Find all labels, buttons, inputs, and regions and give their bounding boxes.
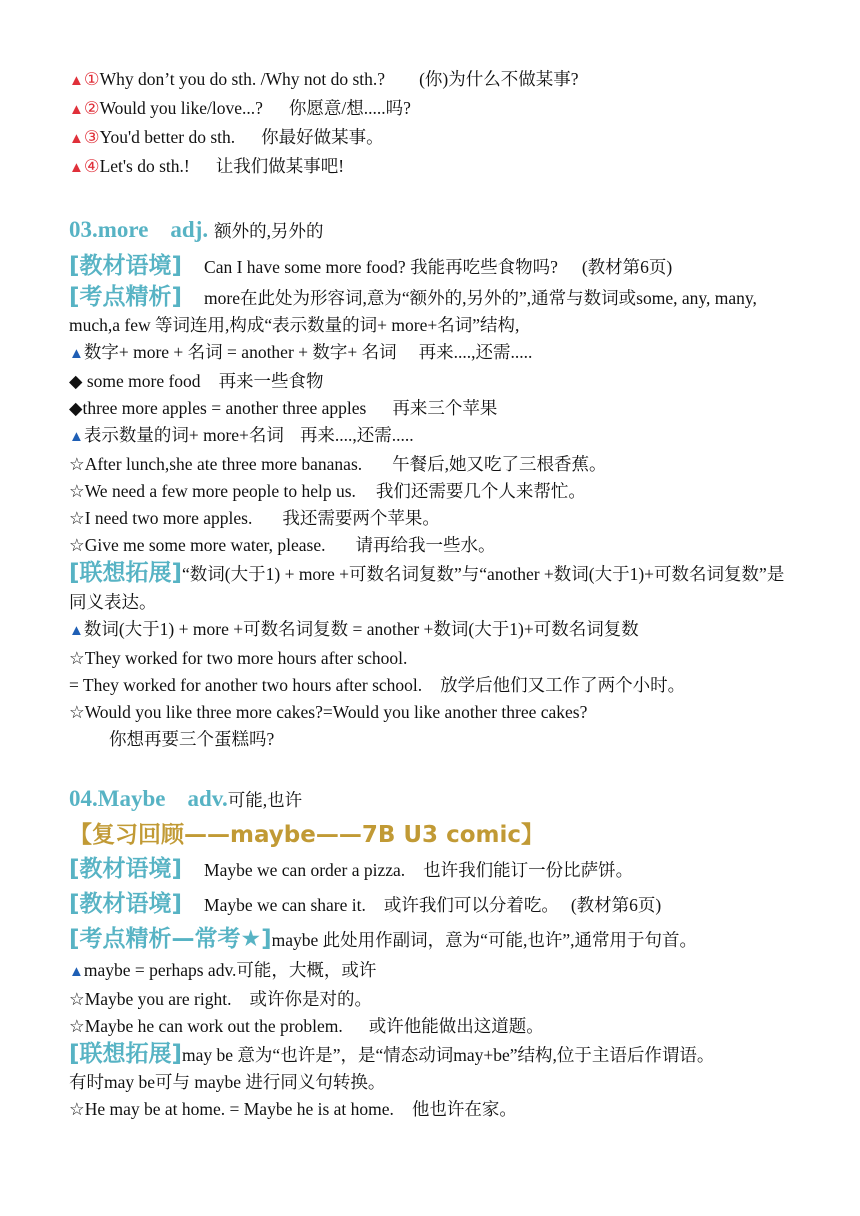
- section-heading-maybe: 04.Maybe adv.可能,也许: [69, 786, 303, 811]
- textbook-context: [教材语境] Maybe we can share it. 或许我们可以分着吃。 (教材第6页): [69, 891, 662, 917]
- list-item: ▲③You'd better do sth. 你最好做某事。: [69, 127, 384, 147]
- example-line: ◆three more apples = another three apples 再来三个苹果: [69, 398, 498, 418]
- note-line: 有时may be可与 maybe 进行同义句转换。: [69, 1072, 386, 1092]
- analysis-block: [考点精析—常考★]maybe 此处用作副词，意为“可能,也许”,通常用于句首。: [69, 926, 697, 952]
- triangle-icon: ▲: [69, 429, 84, 445]
- example-line: ☆Give me some more water, please. 请再给我一些水。: [69, 535, 496, 555]
- triangle-icon: ▲: [69, 623, 84, 639]
- extend-block: [联想拓展]may be 意为“也许是”，是“情态动词may+be”结构,位于主语后作谓语。: [69, 1041, 715, 1067]
- example-line: ☆Would you like three more cakes?=Would you like another three cakes?: [69, 702, 588, 722]
- list-item: ▲②Would you like/love...? 你愿意/想.....吗?: [69, 98, 411, 118]
- list-item: ▲④Let's do sth.! 让我们做某事吧!: [69, 156, 345, 176]
- example-translation: 你想再要三个蛋糕吗?: [109, 729, 275, 749]
- rule-line: ▲数字+ more + 名词 = another + 数字+ 名词 再来....,还需.....: [69, 342, 533, 362]
- triangle-icon: ▲: [69, 964, 84, 980]
- example-line: ☆I need two more apples. 我还需要两个苹果。: [69, 508, 440, 528]
- section-heading-more: 03.more adj. 额外的,另外的: [69, 217, 324, 242]
- triangle-icon: ▲: [69, 73, 84, 89]
- textbook-context: [教材语境] Can I have some more food? 我能再吃些食物吗? (教材第6页): [69, 253, 673, 279]
- example-line: ◆ some more food 再来一些食物: [69, 371, 324, 391]
- triangle-icon: ▲: [69, 346, 84, 362]
- document-page: [69, 66, 799, 1123]
- phrase-list: [69, 66, 799, 182]
- review-banner: 【复习回顾——maybe——7B U3 comic】: [69, 822, 544, 848]
- example-line: ☆After lunch,she ate three more bananas. 午餐后,她又吃了三根香蕉。: [69, 454, 607, 474]
- example-line: ☆He may be at home. = Maybe he is at home. 他也许在家。: [69, 1099, 517, 1119]
- textbook-context: [教材语境] Maybe we can order a pizza. 也许我们能订一份比萨饼。: [69, 856, 634, 882]
- triangle-icon: ▲: [69, 131, 84, 147]
- triangle-icon: ▲: [69, 102, 84, 118]
- rule-line: ▲数词(大于1) + more +可数名词复数 = another +数词(大于1)+可数名词复数: [69, 619, 639, 639]
- rule-line: ▲maybe = perhaps adv.可能，大概，或许: [69, 960, 377, 980]
- example-line: ☆Maybe he can work out the problem. 或许他能做出这道题。: [69, 1016, 544, 1036]
- list-item: ▲①Why don’t you do sth. /Why not do sth.? (你)为什么不做某事?: [69, 69, 579, 89]
- rule-line: ▲表示数量的词+ more+名词 再来....,还需.....: [69, 425, 414, 445]
- triangle-icon: ▲: [69, 160, 84, 176]
- extend-block: [联想拓展]“数词(大于1) + more +可数名词复数”与“another +数词(大于1)+可数名词复数”是同义表达。: [69, 560, 785, 612]
- example-line: ☆Maybe you are right. 或许你是对的。: [69, 989, 372, 1009]
- analysis-block: [考点精析] more在此处为形容词,意为“额外的,另外的”,通常与数词或some, any, many, much,a few 等词连用,构成“表示数量的词+ more+名词”结构,: [69, 284, 757, 335]
- example-line: ☆They worked for two more hours after school.: [69, 648, 408, 668]
- example-line: = They worked for another two hours after school. 放学后他们又工作了两个小时。: [69, 675, 686, 695]
- example-line: ☆We need a few more people to help us. 我们还需要几个人来帮忙。: [69, 481, 586, 501]
